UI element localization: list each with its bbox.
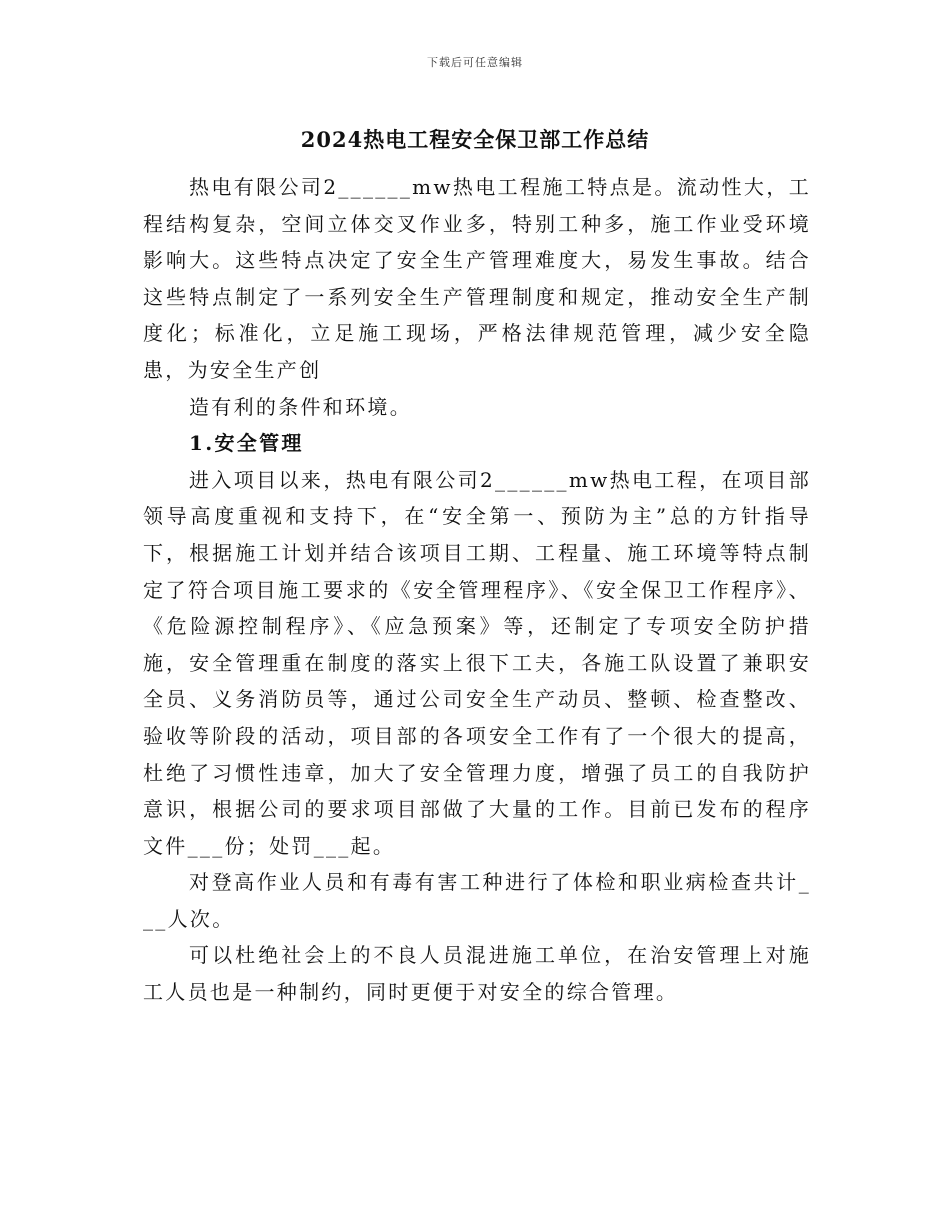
header-note: 下载后可任意编辑: [427, 56, 523, 69]
document-body: [143, 169, 811, 1011]
paragraph-health-check: 对登高作业人员和有毒有害工种进行了体检和职业病检查共计___人次。: [143, 870, 811, 931]
paragraph-safety-management: 进入项目以来，热电有限公司2______mw热电工程，在项目部领导高度重视和支持下，在“安全第一、预防为主”总的方针指导下，根据施工计划并结合该项目工期、工程量、施工环境等特点制定了符合项目施工要求的《安全管理程序》、《安全保卫工作程序》、《危险源控制程序》、《应急预案》等，还制定了专项安全防护措施，安全管理重在制度的落实上很下工夫，各施工队设置了兼职安全员、义务消防员等，通过公司安全生产动员、整顿、检查整改、验收等阶段的活动，项目部的各项安全工作有了一个很大的提高，杜绝了习惯性违章，加大了安全管理力度，增强了员工的自我防护意识，根据公司的要求项目部做了大量的工作。目前已发布的程序文件___份；处罚___起。: [143, 467, 811, 858]
paragraph-security-control: 可以杜绝社会上的不良人员混进施工单位，在治安管理上对施工人员也是一种制约，同时更便于对安全的综合管理。: [143, 943, 811, 1005]
document-title: 2024热电工程安全保卫部工作总结: [300, 127, 650, 152]
section-heading-safety-management: 1.安全管理: [189, 431, 304, 456]
paragraph-intro-continued: 造有利的条件和环境。: [189, 394, 412, 419]
paragraph-intro: 热电有限公司2______mw热电工程施工特点是。流动性大，工程结构复杂，空间立体交叉作业多，特别工种多，施工作业受环境影响大。这些特点决定了安全生产管理难度大，易发生事故。结合这些特点制定了一系列安全生产管理制度和规定，推动安全生产制度化；标准化，立足施工现场，严格法律规范管理，减少安全隐患，为安全生产创: [143, 175, 811, 382]
